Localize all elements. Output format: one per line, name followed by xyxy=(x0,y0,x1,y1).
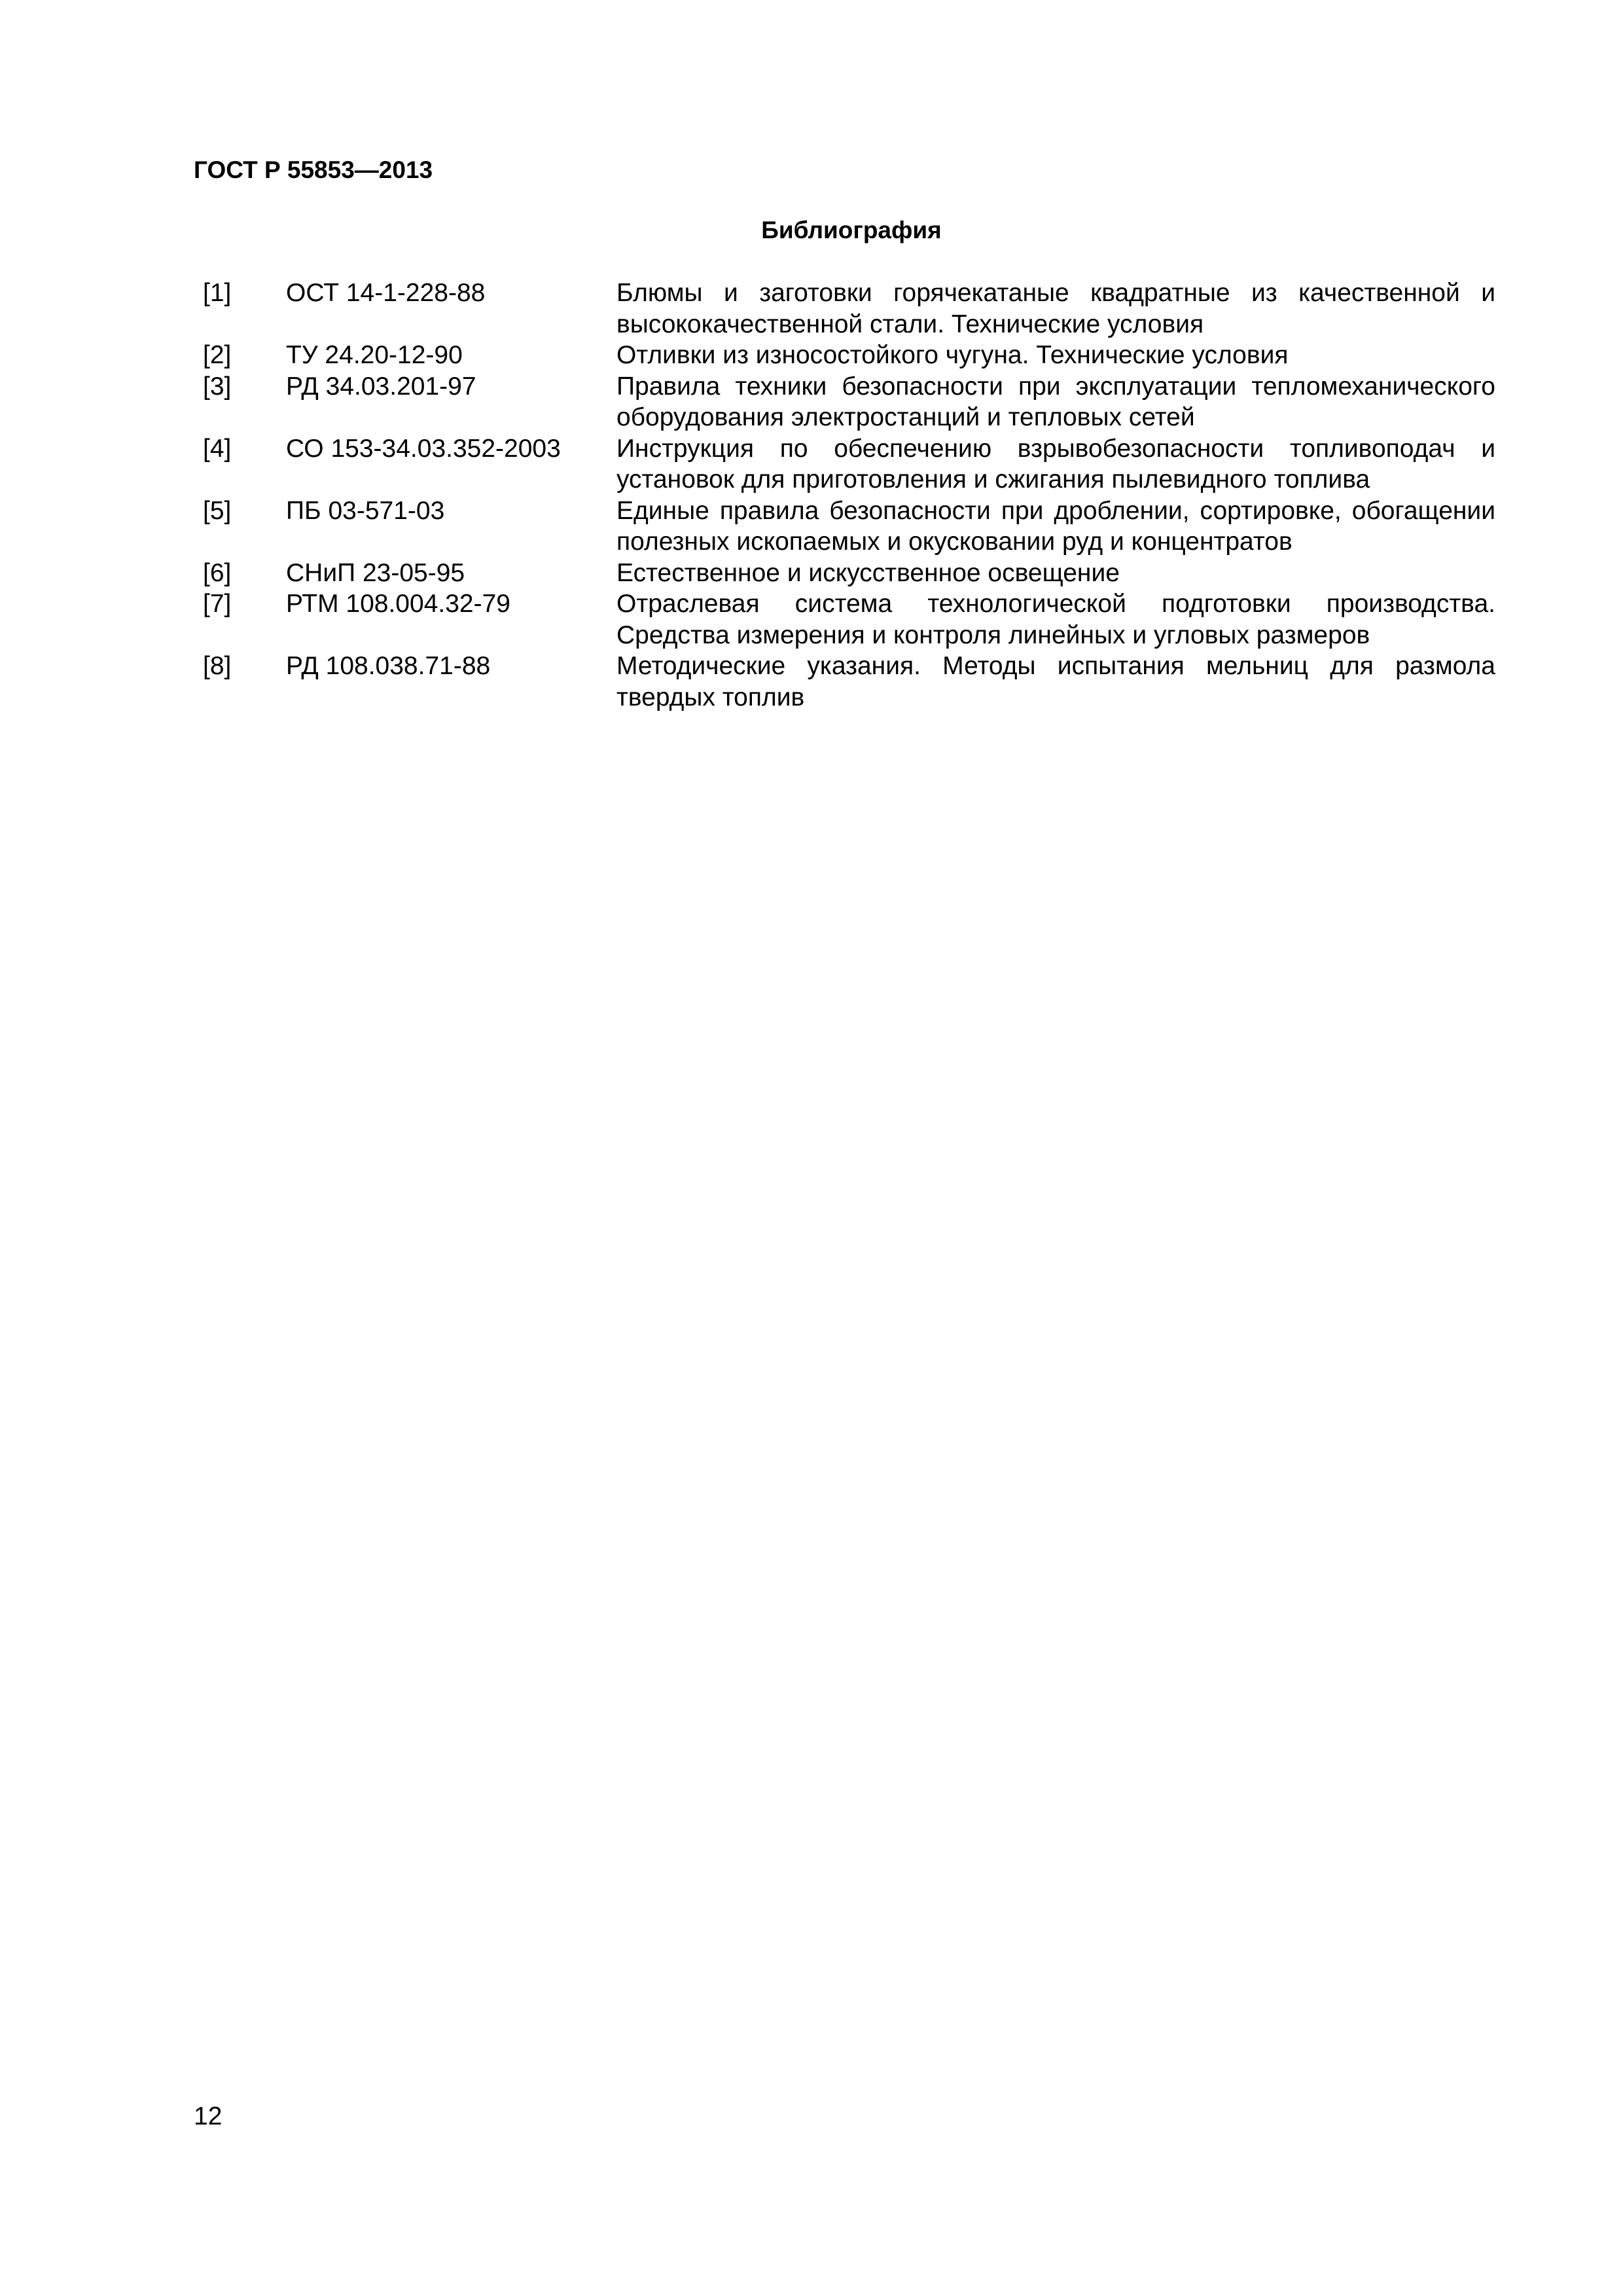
entry-code: ТУ 24.20-12-90 xyxy=(286,341,463,369)
bibliography-title: Библиография xyxy=(761,217,942,243)
entry-code: ПБ 03-571-03 xyxy=(286,496,445,525)
entry-number: [5] xyxy=(203,496,232,525)
entry-text: Методические указания. Методы испытания мельниц для размола твердых топлив xyxy=(616,652,1495,711)
entry-number: [4] xyxy=(203,434,232,463)
entry-code: ОСТ 14-1-228-88 xyxy=(286,279,486,307)
entry-text: Отраслевая система технологической подготовки производства. Средства измерения и контроля линейных и угловых размеров xyxy=(616,590,1495,649)
bibliography-entry xyxy=(203,495,1495,558)
page-number: 12 xyxy=(194,2102,223,2130)
entry-number: [6] xyxy=(203,558,232,587)
bibliography-entry xyxy=(203,340,1495,371)
entry-number: [8] xyxy=(203,652,232,680)
entry-code: РД 34.03.201-97 xyxy=(286,372,476,401)
entry-code: СНиП 23-05-95 xyxy=(286,558,465,587)
bibliography-entry xyxy=(203,433,1495,495)
entry-text: Правила техники безопасности при эксплуатации тепломеханического оборудования электростанций и тепловых сетей xyxy=(616,372,1495,431)
bibliography-entry xyxy=(203,278,1495,340)
entry-number: [7] xyxy=(203,590,232,618)
document-code: ГОСТ Р 55853—2013 xyxy=(194,156,433,183)
bibliography-entry xyxy=(203,371,1495,433)
bibliography-list xyxy=(203,278,1495,713)
entry-number: [1] xyxy=(203,279,232,307)
entry-text: Блюмы и заготовки горячекатаные квадратные из качественной и высококачественной стали. Технические условия xyxy=(616,279,1495,338)
entry-text: Инструкция по обеспечению взрывобезопасности топливоподач и установок для приготовления и сжигания пылевидного топлива xyxy=(616,434,1495,493)
entry-text: Естественное и искусственное освещение xyxy=(616,558,1120,587)
bibliography-entry xyxy=(203,558,1495,589)
entry-number: [3] xyxy=(203,372,232,401)
bibliography-entry xyxy=(203,588,1495,651)
entry-code: РТМ 108.004.32-79 xyxy=(286,590,510,618)
bibliography-entry xyxy=(203,651,1495,713)
entry-code: СО 153-34.03.352-2003 xyxy=(286,434,561,463)
entry-text: Отливки из износостойкого чугуна. Технические условия xyxy=(616,341,1289,369)
entry-text: Единые правила безопасности при дроблении, сортировке, обогащении полезных ископаемых и окусковании руд и концентратов xyxy=(616,496,1495,556)
entry-number: [2] xyxy=(203,341,232,369)
entry-code: РД 108.038.71-88 xyxy=(286,652,491,680)
